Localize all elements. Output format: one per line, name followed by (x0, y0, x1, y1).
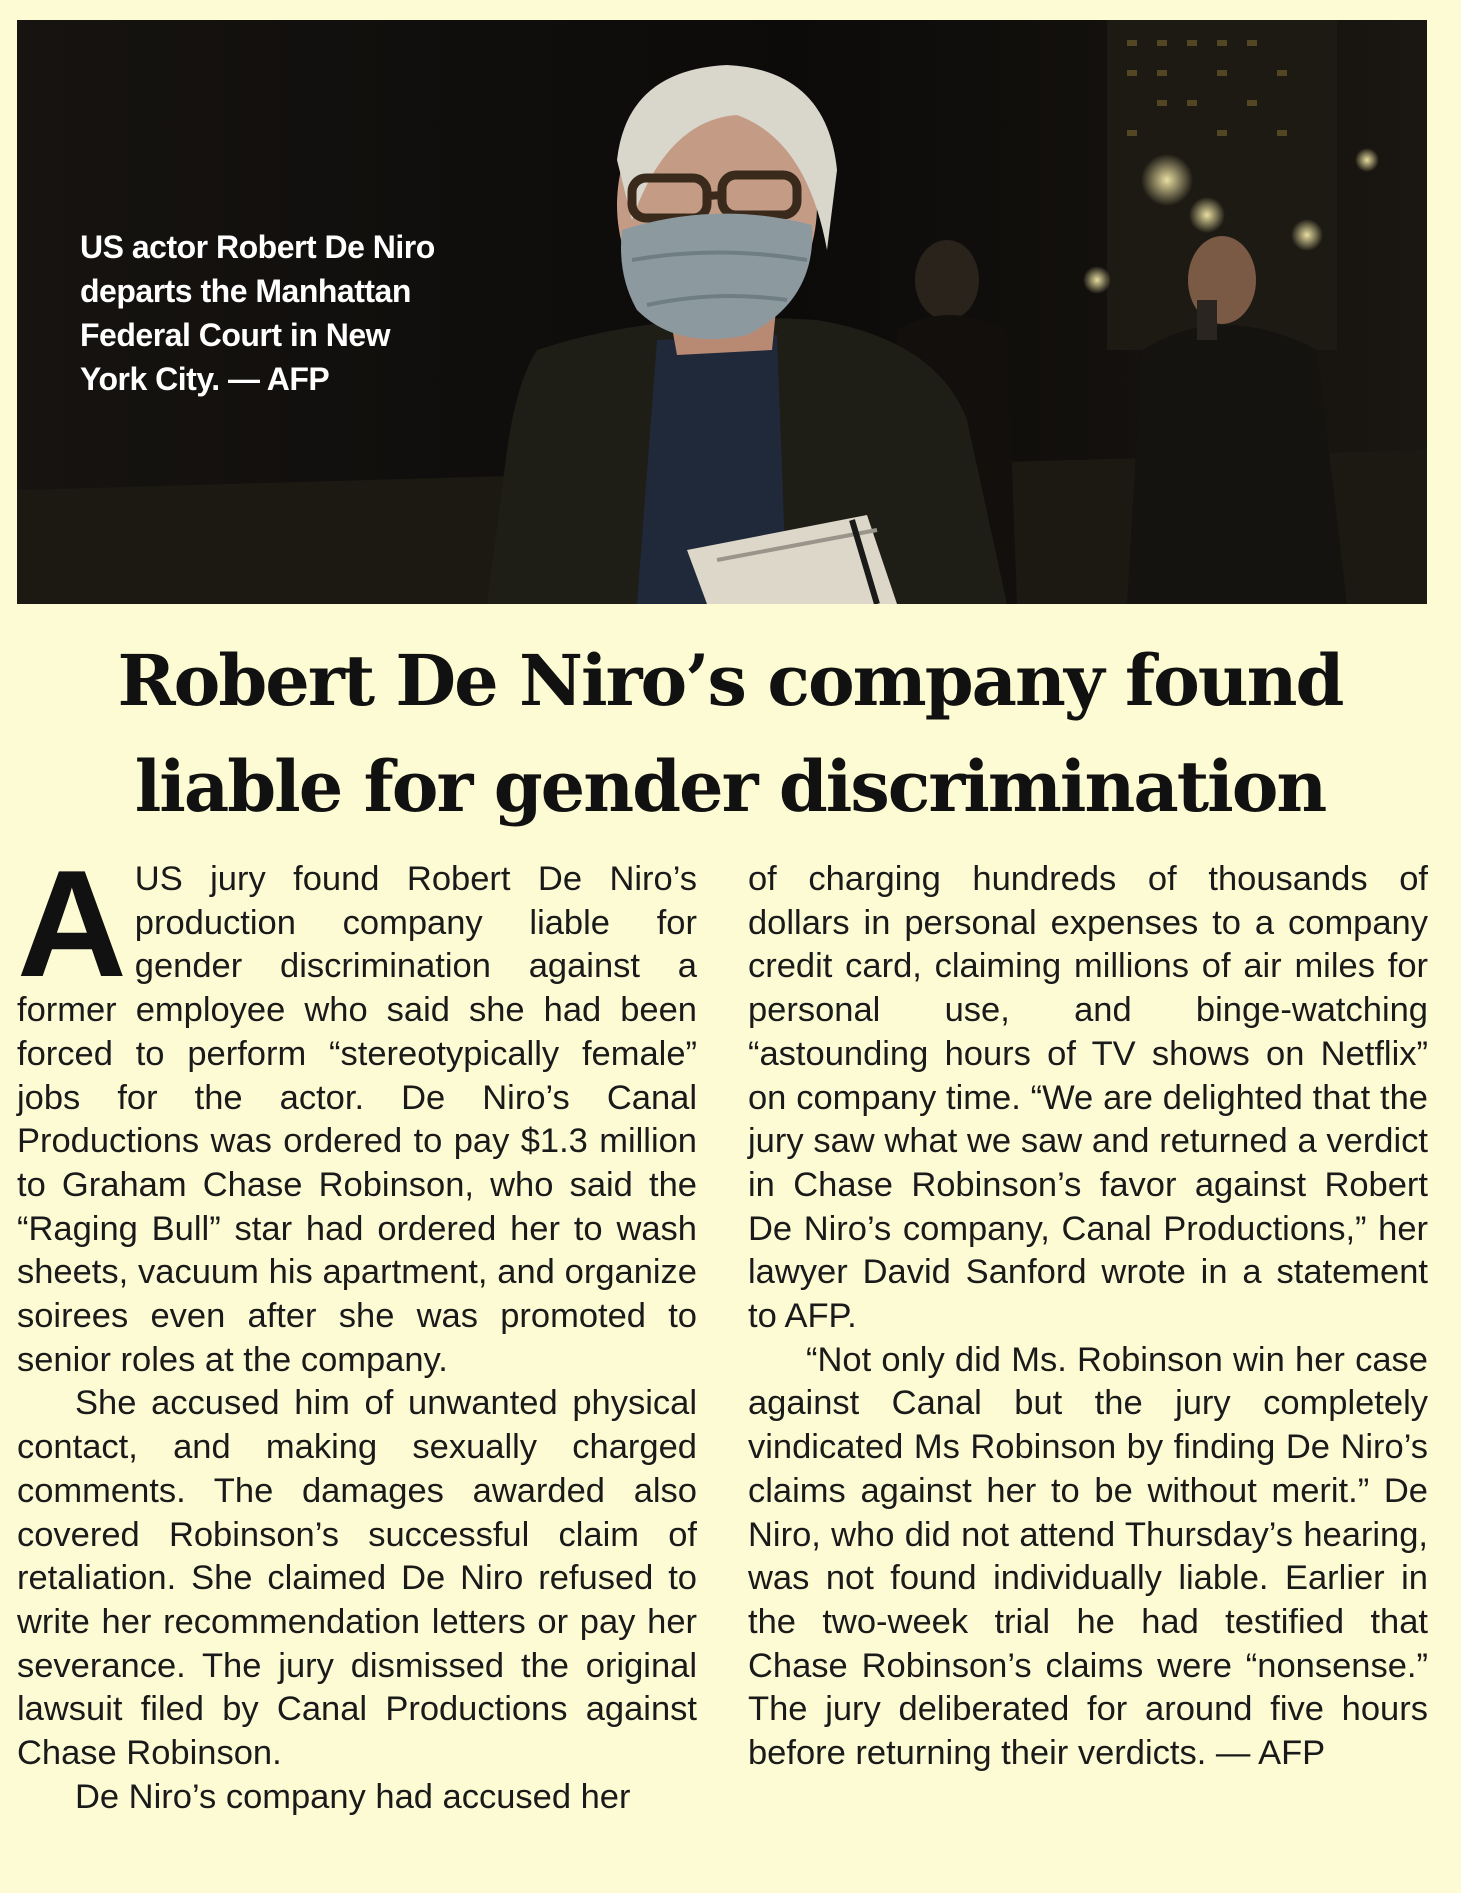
article-column-right (748, 858, 1428, 1776)
article-paragraph (17, 839, 697, 1382)
photo-caption: US actor Robert De Niro departs the Manhattan Federal Court in New York City. — AFP (80, 229, 435, 397)
article-paragraph: of charging hundreds of thousands of dollars in personal expenses to a company credit card, claiming millions of air miles for personal use, and binge-watching “astounding hours of TV shows on Netflix” on company time. “We are delighted that the jury saw what we saw and returned a verdict in Chase Robinson’s favor against Robert De Niro’s company, Canal Productions,” her lawyer David Sanford wrote in a statement to AFP. (748, 860, 1428, 1336)
article-paragraph: “Not only did Ms. Robinson win her case against Canal but the jury completely vindicated Ms Robinson by finding De Niro’s claims against her to be without merit.” De Niro, who did not attend Thursday’s hearing, was not found individually liable. Earlier in the two-week trial he had testified that Chase Robinson’s claims were “nonsense.” The jury deliberated for around five hours before returning their verdicts. — AFP (748, 1340, 1428, 1773)
drop-cap: A (17, 839, 127, 1009)
paragraph-text: US jury found Robert De Niro’s production company liable for gender discrimination against a former employee who said she had been forced to perform “stereotypically female” jobs for the actor. De Niro’s Canal Productions was ordered to pay $1.3 million to Graham Chase Robinson, who said the “Raging Bull” star had ordered her to wash sheets, vacuum his apartment, and organize soirees even after she was promoted to senior roles at the company. (17, 860, 697, 1379)
news-photo (17, 20, 1427, 604)
article-paragraph: She accused him of unwanted physical contact, and making sexually charged comments. The damages awarded also covered Robinson’s successful claim of retaliation. She claimed De Niro refused to write her recommendation letters or pay her severance. The jury dismissed the original lawsuit filed by Canal Productions against Chase Robinson. (17, 1384, 697, 1773)
article-column-left (17, 839, 697, 1819)
headline: Robert De Niro’s company found liable for gender discrimination (117, 639, 1343, 828)
article-paragraph: De Niro’s company had accused her (75, 1777, 631, 1816)
